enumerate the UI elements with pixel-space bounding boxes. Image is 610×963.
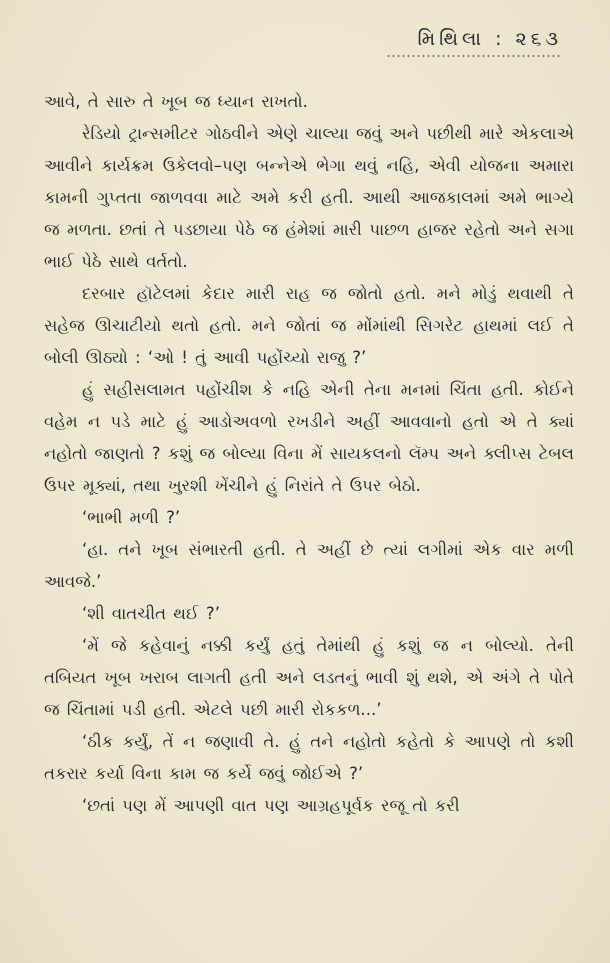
dialogue-line: ‘ભાભી મળી ?’ [82, 508, 181, 527]
dialogue-line: ‘મેં જે કહેવાનું નક્કી કર્યું હતું તેમાંથી હું કશું જ ન બોલ્યો. તેની તબિયત ખૂબ ખરાબ લાગતી હતી અને લડતનું ભાવી શું થશે, એ અંગે તે પોતે જ ચિંતામાં પડી હતી. એટલે પછી મારી રોકકળ...’ [44, 636, 574, 719]
body-text [44, 86, 574, 822]
dialogue-line: ‘શી વાતચીત થઈ ?’ [82, 604, 220, 623]
dialogue-line: ‘છતાં પણ મેં આપણી વાત પણ આગ્રહપૂર્વક રજૂ તો કરી [82, 796, 460, 815]
dialogue-line: ‘ઠીક કર્યું, તેં ન જણાવી તે. હું તને નહોતો કહેતો કે આપણે તો કશી તકરાર કર્યા વિના કામ જ કર્યે જવું જોઈએ ?’ [44, 732, 574, 783]
running-header-text: મિથિલા : ૨૬૩ [417, 28, 562, 50]
paragraph: આવે, તે સારુ તે ખૂબ જ ધ્યાન રાખતો. [44, 92, 308, 111]
running-header [386, 28, 562, 59]
paragraph: હું સહીસલામત પહોંચીશ કે નહિ એની તેના મનમાં ચિંતા હતી. કોઈને વહેમ ન પડે માટે હું આડોઅવળો રખડીને અહીં આવવાનો હતો એ તે ક્યાં નહોતો જાણતો ? કશું જ બોલ્યા વિના મેં સાયકલનો લૅમ્પ અને ક્લીપ્સ ટેબલ ઉપર મૂક્યાં, તથા ખુરશી ખેંચીને હું નિરાંતે તે ઉપર બેઠો. [44, 380, 574, 495]
paragraph: રેડિયો ટ્રાન્સમીટર ગોઠવીને એણે ચાલ્યા જવું અને પછીથી મારે એકલાએ આવીને કાર્યક્રમ ઉકેલવો–પણ બન્નેએ ભેગા થવું નહિ, એવી યોજના અમારા કામની ગુપ્તતા જાળવવા માટે અમે કરી હતી. આથી આજકાલમાં અમે ભાગ્યે જ મળતા. છતાં તે પડછાયા પેઠે જ હંમેશાં મારી પાછળ હાજર રહેતો અને સગા ભાઈ પેઠે સાથે વર્તતો. [44, 124, 574, 271]
header-decorative-rule [386, 53, 562, 59]
paragraph: દરબાર હૉટેલમાં કેદાર મારી રાહ જ જોતો હતો. મને મોડું થવાથી તે સહેજ ઊચાટીયો થતો હતો. મને જોતાં જ મોંમાંથી સિગરેટ હાથમાં લઈ તે બોલી ઊઠ્યો : ‘ઓ ! તું આવી પહોંચ્યો રાજુ ?’ [44, 284, 574, 367]
dialogue-line: ‘હા. તને ખૂબ સંભારતી હતી. તે અહીં છે ત્યાં લગીમાં એક વાર મળી આવજે.’ [44, 540, 574, 591]
